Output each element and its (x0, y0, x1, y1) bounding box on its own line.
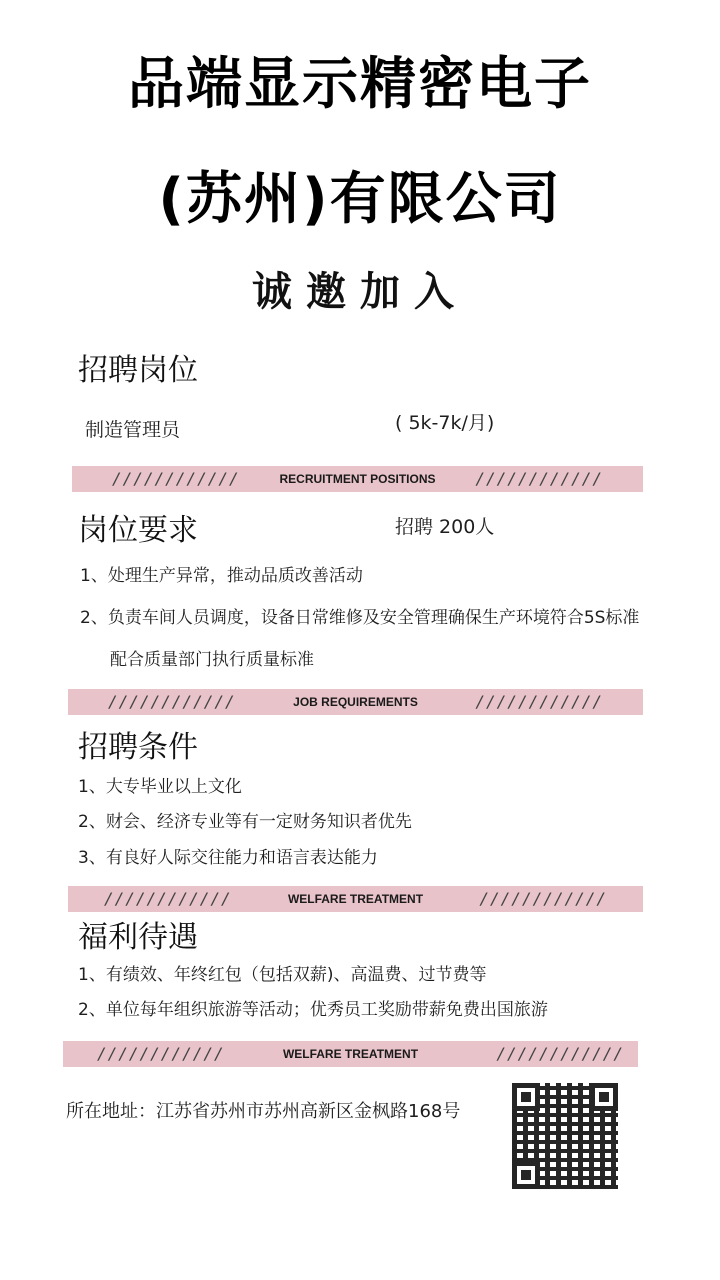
section-band-welfare (68, 886, 643, 912)
band-slashes-right: //////////// (475, 692, 603, 711)
invitation-subtitle: 诚邀加入 (252, 269, 468, 315)
band-label: WELFARE TREATMENT (287, 892, 424, 906)
salary: ( 5k-7k/月) (395, 412, 495, 434)
headcount: 招聘 200人 (395, 516, 495, 538)
company-name-line2: (苏州)有限公司 (158, 167, 562, 232)
requirements-heading: 岗位要求 (78, 513, 198, 548)
qr-code-icon (512, 1083, 618, 1189)
band-slashes-left: //////////// (112, 469, 240, 488)
band-slashes-left: //////////// (97, 1044, 225, 1063)
section-band-welfare-2 (63, 1041, 638, 1067)
section-band-requirements (68, 689, 643, 715)
section-band-recruitment (72, 466, 643, 492)
qr-finder-icon (512, 1161, 540, 1189)
band-slashes-right: //////////// (496, 1044, 624, 1063)
band-label: JOB REQUIREMENTS (293, 695, 418, 709)
condition-item: 2、财会、经济专业等有一定财务知识者优先 (78, 812, 412, 832)
band-slashes-right: //////////// (479, 889, 607, 908)
requirement-item: 1、处理生产异常，推动品质改善活动 (80, 566, 363, 586)
band-label: WELFARE TREATMENT (282, 1047, 419, 1061)
band-label: RECRUITMENT POSITIONS (279, 472, 436, 486)
address: 所在地址：江苏省苏州市苏州高新区金枫路168号 (66, 1101, 461, 1122)
condition-item: 1、大专毕业以上文化 (78, 777, 242, 797)
qr-finder-icon (590, 1083, 618, 1111)
positions-heading: 招聘岗位 (78, 353, 198, 388)
welfare-item: 2、单位每年组织旅游等活动；优秀员工奖励带薪免费出国旅游 (78, 1000, 548, 1020)
band-slashes-left: //////////// (108, 692, 236, 711)
conditions-heading: 招聘条件 (78, 730, 198, 765)
requirement-item: 2、负责车间人员调度，设备日常维修及安全管理确保生产环境符合5S标准 (80, 608, 640, 628)
job-title: 制造管理员 (85, 419, 181, 441)
company-name-line1: 品端显示精密电子 (128, 52, 592, 117)
band-slashes-right: //////////// (475, 469, 603, 488)
welfare-item: 1、有绩效、年终红包（包括双薪)、高温费、过节费等 (78, 965, 487, 985)
requirement-item: 配合质量部门执行质量标准 (110, 650, 314, 670)
band-slashes-left: //////////// (104, 889, 232, 908)
welfare-heading: 福利待遇 (78, 920, 198, 955)
qr-finder-icon (512, 1083, 540, 1111)
condition-item: 3、有良好人际交往能力和语言表达能力 (78, 848, 378, 868)
